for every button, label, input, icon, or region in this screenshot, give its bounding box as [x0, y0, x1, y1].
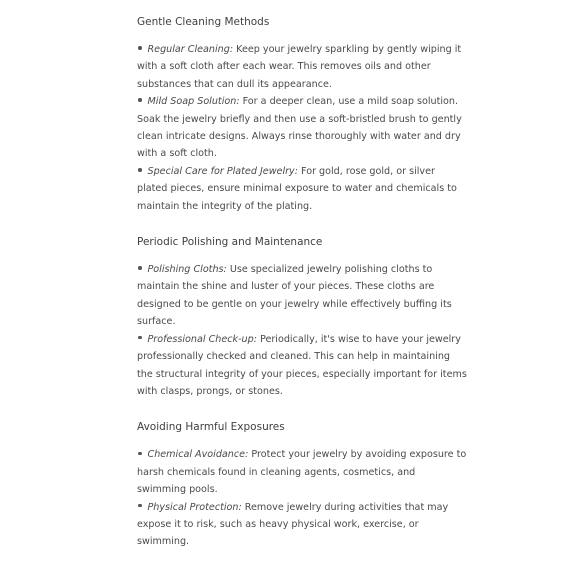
list-item [137, 331, 467, 401]
section-gentle-cleaning [137, 13, 467, 215]
list-item [137, 446, 467, 498]
item-text: Protect your jewelry by avoiding exposure to harsh chemicals found in cleaning agents, cosmetics, and swimming pools. [137, 449, 467, 496]
bullet-icon [138, 46, 142, 50]
item-term: Polishing Cloths: [147, 264, 227, 276]
item-text: Keep your jewelry sparkling by gently wiping it with a soft cloth after each wear. This removes oils and other substances that can dull its appearance. [137, 44, 462, 90]
bullet-icon [138, 168, 142, 172]
item-text: For gold, rose gold, or silver plated pieces, ensure minimal exposure to water and chemicals to maintain the integrity of the plating. [137, 165, 457, 212]
bullet-icon [138, 266, 142, 270]
item-term: Mild Soap Solution: [147, 96, 240, 108]
section-heading: Gentle Cleaning Methods [137, 16, 270, 28]
item-text: Use specialized jewelry polishing cloths to maintain the shine and luster of your pieces. These cloths are designed to be gentle on your jewelry while effectively buffing its surface. [137, 264, 452, 328]
item-term: Special Care for Plated Jewelry: [147, 165, 298, 177]
item-term: Regular Cleaning: [147, 44, 234, 55]
bullet-icon [138, 452, 142, 456]
bullet-list [137, 41, 467, 215]
bullet-icon [138, 504, 142, 508]
item-term: Physical Protection: [147, 501, 242, 513]
item-term: Professional Check-up: [147, 333, 257, 345]
list-item [137, 163, 467, 215]
bullet-list [137, 446, 467, 550]
item-text: Remove jewelry during activities that may expose it to risk, such as heavy physical work, exercise, or swimming. [137, 501, 449, 548]
list-item [137, 41, 467, 93]
section-heading: Periodic Polishing and Maintenance [137, 236, 323, 249]
section-avoiding-exposures [137, 418, 467, 550]
bullet-icon [138, 336, 142, 340]
item-text: For a deeper clean, use a mild soap solution. Soak the jewelry briefly and then use a soft-bristled brush to gently clean intricate designs. Always rinse thoroughly with water and dry with a soft cloth. [137, 96, 462, 160]
list-item [137, 499, 467, 551]
document-content [137, 13, 467, 569]
section-periodic-polishing [137, 233, 467, 400]
section-heading: Avoiding Harmful Exposures [137, 421, 285, 434]
list-item [137, 261, 467, 331]
bullet-list [137, 261, 467, 400]
item-text: Periodically, it's wise to have your jewelry professionally checked and cleaned. This can help in maintaining the structural integrity of your pieces, especially important for items with clasps, prongs, or stones. [137, 333, 467, 397]
item-term: Chemical Avoidance: [147, 449, 249, 461]
bullet-icon [138, 98, 142, 102]
list-item [137, 93, 467, 163]
